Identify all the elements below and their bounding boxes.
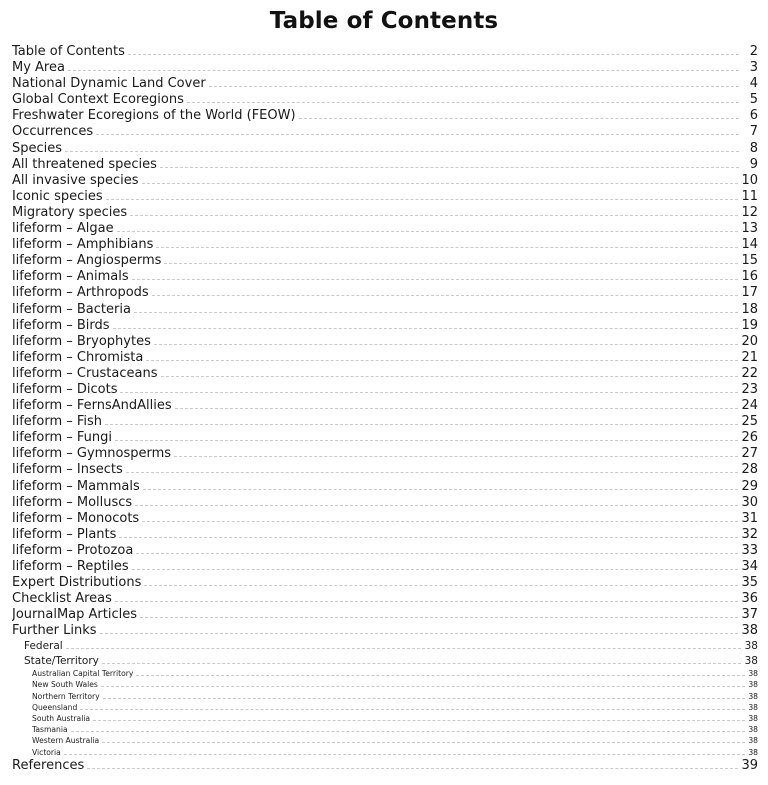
toc-entry-page-number: 31 (741, 510, 758, 526)
toc-leader-dots (152, 295, 739, 296)
toc-entry-page-number: 38 (744, 654, 758, 667)
toc-entry[interactable] (12, 302, 758, 318)
toc-entry-label: State/Territory (24, 654, 99, 667)
toc-entry[interactable] (12, 269, 758, 285)
toc-entry-page-number: 3 (749, 60, 758, 76)
toc-leader-dots (102, 742, 745, 743)
toc-entry-label: Expert Distributions (12, 575, 142, 591)
toc-entry[interactable] (12, 318, 758, 334)
toc-entry-label: Australian Capital Territory (32, 669, 134, 679)
toc-entry-page-number: 27 (741, 446, 758, 462)
toc-entry-label: lifeform – FernsAndAllies (12, 398, 172, 414)
toc-leader-dots (113, 328, 739, 329)
toc-entry[interactable] (12, 253, 758, 269)
toc-entry-label: lifeform – Chromista (12, 349, 144, 365)
toc-entry-page-number: 6 (749, 108, 758, 124)
toc-leader-dots (87, 768, 738, 769)
toc-entry-page-number: 38 (748, 736, 758, 746)
toc-entry-page-number: 33 (741, 542, 758, 558)
toc-leader-dots (132, 569, 739, 570)
toc-entry[interactable] (12, 76, 758, 92)
toc-leader-dots (128, 54, 739, 55)
toc-entry[interactable] (12, 679, 758, 690)
toc-entry[interactable] (12, 623, 758, 639)
toc-entry-page-number: 24 (741, 398, 758, 414)
toc-entry-page-number: 38 (748, 747, 758, 757)
toc-leader-dots (136, 675, 745, 676)
toc-entry-list (0, 36, 768, 774)
toc-leader-dots (144, 585, 738, 586)
toc-entry[interactable] (12, 189, 758, 205)
toc-leader-dots (209, 86, 739, 87)
toc-entry[interactable] (12, 702, 758, 713)
toc-leader-dots (160, 167, 739, 168)
toc-entry-label: Western Australia (32, 736, 100, 746)
toc-leader-dots (115, 601, 739, 602)
toc-entry-page-number: 18 (741, 301, 758, 317)
toc-entry-page-number: 38 (748, 669, 758, 679)
toc-entry[interactable] (12, 141, 758, 157)
toc-entry-page-number: 37 (741, 607, 758, 623)
toc-leader-dots (96, 134, 739, 135)
toc-entry-page-number: 22 (741, 365, 758, 381)
toc-entry[interactable] (12, 575, 758, 591)
toc-entry-label: Occurrences (12, 124, 94, 140)
toc-entry-label: Federal (24, 640, 63, 653)
toc-leader-dots (146, 360, 738, 361)
toc-entry-page-number: 26 (741, 430, 758, 446)
toc-entry-page-number: 23 (741, 381, 758, 397)
toc-entry-label: lifeform – Arthropods (12, 285, 149, 301)
toc-entry[interactable] (12, 668, 758, 679)
toc-entry-page-number: 13 (741, 221, 758, 237)
toc-leader-dots (142, 521, 738, 522)
toc-entry-label: lifeform – Gymnosperms (12, 446, 172, 462)
toc-entry-page-number: 34 (741, 559, 758, 574)
toc-entry-label: Further Links (12, 623, 97, 639)
toc-leader-dots (64, 754, 745, 755)
toc-leader-dots (120, 392, 738, 393)
toc-entry-page-number: 21 (741, 349, 758, 365)
toc-entry[interactable] (12, 758, 758, 774)
toc-entry[interactable] (12, 44, 758, 60)
toc-leader-dots (135, 505, 738, 506)
toc-leader-dots (187, 102, 739, 103)
toc-entry-page-number: 4 (749, 76, 758, 92)
toc-entry[interactable] (12, 446, 758, 462)
toc-leader-dots (105, 424, 738, 425)
toc-entry-page-number: 28 (741, 462, 758, 478)
toc-entry-label: Table of Contents (12, 44, 125, 59)
toc-entry-label: lifeform – Mammals (12, 478, 140, 494)
toc-entry-label: Freshwater Ecoregions of the World (FEOW) (12, 108, 296, 124)
toc-entry-page-number: 32 (741, 526, 758, 542)
toc-entry-page-number: 25 (741, 414, 758, 430)
toc-entry[interactable] (12, 124, 758, 140)
toc-leader-dots (117, 231, 739, 232)
toc-entry-label: References (12, 757, 85, 773)
toc-leader-dots (142, 183, 739, 184)
toc-entry-label: Tasmania (32, 725, 68, 735)
toc-leader-dots (68, 70, 739, 71)
toc-entry-label: Iconic species (12, 188, 103, 204)
toc-leader-dots (80, 709, 745, 710)
toc-entry-page-number: 29 (741, 478, 758, 494)
toc-leader-dots (126, 472, 739, 473)
toc-entry-label: lifeform – Angiosperms (12, 253, 162, 269)
toc-entry[interactable] (12, 60, 758, 76)
toc-entry-label: Queensland (32, 702, 78, 712)
toc-entry-label: lifeform – Fungi (12, 430, 112, 446)
toc-entry[interactable] (12, 334, 758, 350)
toc-entry-label: All invasive species (12, 172, 139, 188)
toc-entry[interactable] (12, 591, 758, 607)
page-title: Table of Contents (269, 8, 499, 34)
toc-entry-page-number: 16 (741, 269, 758, 285)
toc-entry-page-number: 20 (741, 333, 758, 349)
toc-entry[interactable] (12, 366, 758, 382)
toc-entry[interactable] (12, 527, 758, 543)
toc-entry[interactable] (12, 237, 758, 253)
toc-entry-label: JournalMap Articles (12, 607, 138, 623)
toc-leader-dots (130, 215, 738, 216)
toc-leader-dots (136, 553, 738, 554)
toc-entry-page-number: 10 (741, 172, 758, 188)
toc-entry[interactable] (12, 108, 758, 124)
toc-entry-label: lifeform – Bryophytes (12, 333, 151, 349)
toc-entry-label: Northern Territory (32, 691, 100, 701)
toc-entry-page-number: 19 (741, 317, 758, 333)
toc-entry[interactable] (12, 479, 758, 495)
toc-entry-page-number: 38 (748, 702, 758, 712)
toc-entry[interactable] (12, 285, 758, 301)
toc-entry-label: lifeform – Molluscs (12, 494, 133, 510)
toc-leader-dots (154, 344, 739, 345)
toc-leader-dots (93, 720, 745, 721)
toc-entry[interactable] (12, 398, 758, 414)
toc-entry[interactable] (12, 607, 758, 623)
toc-entry-page-number: 38 (748, 680, 758, 690)
toc-entry-page-number: 7 (749, 124, 758, 140)
toc-entry-label: lifeform – Insects (12, 462, 123, 478)
toc-leader-dots (132, 279, 739, 280)
toc-leader-dots (140, 617, 738, 618)
toc-entry-page-number: 11 (741, 188, 758, 204)
toc-entry-label: lifeform – Algae (12, 221, 114, 237)
toc-entry-label: lifeform – Reptiles (12, 559, 129, 574)
toc-entry[interactable] (12, 157, 758, 173)
toc-entry-label: Species (12, 140, 63, 156)
toc-entry-page-number: 38 (748, 725, 758, 735)
toc-entry[interactable] (12, 414, 758, 430)
toc-entry-page-number: 38 (748, 714, 758, 723)
toc-entry-page-number: 38 (741, 623, 758, 639)
toc-entry-page-number: 36 (741, 591, 758, 607)
toc-entry-label: lifeform – Bacteria (12, 301, 131, 317)
toc-leader-dots (65, 151, 739, 152)
toc-entry-label: National Dynamic Land Cover (12, 76, 206, 92)
toc-leader-dots (143, 489, 739, 490)
toc-entry[interactable] (12, 724, 758, 735)
toc-entry-page-number: 38 (744, 640, 758, 653)
toc-entry-page-number: 35 (741, 575, 758, 591)
toc-leader-dots (71, 731, 745, 732)
toc-entry[interactable] (12, 543, 758, 559)
toc-leader-dots (161, 376, 739, 377)
toc-entry-label: Global Context Ecoregions (12, 92, 184, 108)
toc-entry-page-number: 9 (749, 156, 758, 172)
toc-entry-label: Checklist Areas (12, 591, 112, 607)
toc-entry[interactable] (12, 511, 758, 527)
toc-leader-dots (101, 686, 745, 687)
toc-entry-label: South Australia (32, 714, 91, 723)
toc-entry-label: lifeform – Animals (12, 269, 129, 285)
toc-entry-label: lifeform – Crustaceans (12, 365, 158, 381)
toc-entry[interactable] (12, 735, 758, 746)
toc-entry-label: lifeform – Monocots (12, 510, 140, 526)
toc-entry-page-number: 8 (749, 140, 758, 156)
toc-leader-dots (115, 440, 738, 441)
toc-leader-dots (134, 312, 739, 313)
toc-entry[interactable] (12, 495, 758, 511)
toc-entry[interactable] (12, 713, 758, 724)
toc-entry-label: lifeform – Plants (12, 526, 117, 542)
toc-leader-dots (174, 456, 738, 457)
toc-leader-dots (175, 408, 739, 409)
toc-leader-dots (156, 247, 738, 248)
toc-entry-page-number: 17 (741, 285, 758, 301)
toc-entry-page-number: 14 (741, 237, 758, 253)
toc-entry-label: Victoria (32, 747, 61, 757)
toc-entry-page-number: 38 (748, 691, 758, 701)
toc-entry-page-number: 30 (741, 494, 758, 510)
toc-entry[interactable] (12, 350, 758, 366)
toc-entry[interactable] (12, 462, 758, 478)
toc-entry-page-number: 15 (741, 253, 758, 269)
toc-entry-label: New South Wales (32, 680, 98, 690)
toc-entry-label: My Area (12, 60, 65, 76)
toc-entry[interactable] (12, 430, 758, 446)
toc-entry-label: lifeform – Birds (12, 317, 110, 333)
toc-leader-dots (299, 118, 739, 119)
toc-leader-dots (66, 648, 741, 649)
toc-entry[interactable] (12, 639, 758, 653)
toc-entry-label: Migratory species (12, 204, 128, 220)
toc-entry-label: lifeform – Fish (12, 414, 103, 430)
toc-entry-label: lifeform – Amphibians (12, 237, 154, 253)
toc-leader-dots (119, 537, 738, 538)
toc-leader-dots (103, 698, 745, 699)
toc-entry-page-number: 39 (741, 757, 758, 773)
toc-entry[interactable] (12, 173, 758, 189)
toc-leader-dots (106, 199, 739, 200)
toc-entry-label: All threatened species (12, 156, 157, 172)
toc-entry-page-number: 12 (741, 204, 758, 220)
toc-entry[interactable] (12, 654, 758, 668)
toc-leader-dots (164, 263, 738, 264)
toc-leader-dots (100, 633, 739, 634)
toc-entry-page-number: 2 (749, 44, 758, 59)
toc-entry[interactable] (12, 92, 758, 108)
toc-entry-label: lifeform – Dicots (12, 381, 118, 397)
toc-entry[interactable] (12, 382, 758, 398)
toc-entry[interactable] (12, 205, 758, 221)
toc-entry[interactable] (12, 747, 758, 758)
toc-entry[interactable] (12, 559, 758, 575)
toc-leader-dots (102, 663, 741, 664)
toc-entry-page-number: 5 (749, 92, 758, 108)
toc-entry[interactable] (12, 691, 758, 702)
toc-entry[interactable] (12, 221, 758, 237)
toc-entry-label: lifeform – Protozoa (12, 542, 134, 558)
